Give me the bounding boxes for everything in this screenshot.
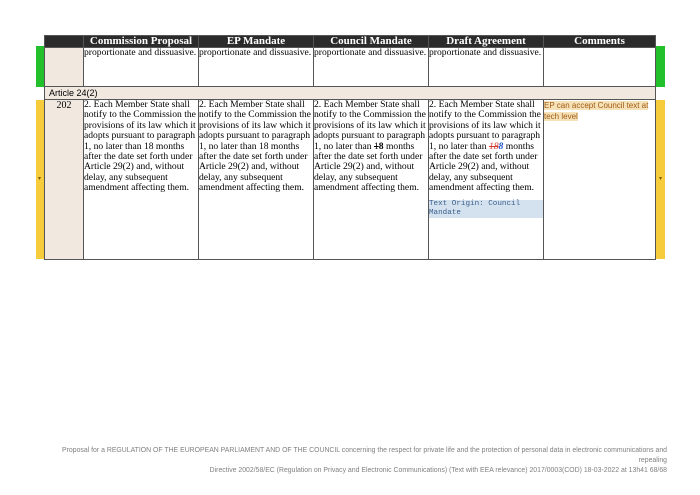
ep-cell: proportionate and dissuasive. (199, 48, 314, 87)
row-number-cell (45, 48, 84, 87)
comments-cell (544, 48, 656, 87)
ep-cell: 2. Each Member State shall notify to the Commission the provisions of its law which it adopts pursuant to paragraph 1, no later than 18 months after the date set forth under Article 29(2) and, without delay, any subsequent amendment affecting them. (199, 100, 314, 260)
footer-line-2: Directive 2002/58/EC (Regulation on Privacy and Electronic Communications) (Text with EEA relevance) 2017/0003(COD) 18-03-2022 at 13h41 68/68 (209, 467, 667, 474)
table-row (45, 48, 656, 87)
draft-text-after: months after the date set forth under Article 29(2) and, without delay, any subsequent amendment affecting them. (429, 140, 538, 194)
draft-text-before: 2. Each Member State shall notify to the Commission the provisions of its law which it adopts pursuant to paragraph 1, no later than (429, 99, 541, 152)
council-struck-digit: 1 (373, 140, 379, 152)
council-cell: proportionate and dissuasive. (314, 48, 429, 87)
header-number (45, 36, 84, 48)
header-draft: Draft Agreement (429, 36, 544, 48)
table-row (45, 100, 656, 260)
section-row (45, 87, 656, 100)
council-bold-digit: 8 (378, 140, 384, 152)
council-cell (314, 100, 429, 260)
section-title: Article 24(2) (45, 87, 656, 100)
footer-line-1: Proposal for a REGULATION OF THE EUROPEAN PARLIAMENT AND OF THE COUNCIL concerning the respect for private life and the protection of personal data in electronic communications and repealing (62, 447, 667, 464)
page-footer (40, 446, 667, 476)
collapse-right-icon[interactable]: ▾ (659, 175, 663, 182)
council-text-before: 2. Each Member State shall notify to the Commission the provisions of its law which it adopts pursuant to paragraph 1, no later than (314, 99, 426, 152)
header-ep: EP Mandate (199, 36, 314, 48)
row-number: 202 (45, 100, 84, 260)
four-column-table (44, 35, 656, 260)
header-commission: Commission Proposal (84, 36, 199, 48)
commission-cell: proportionate and dissuasive. (84, 48, 199, 87)
draft-cell (429, 100, 544, 260)
comment-note: EP can accept Council text at tech level (544, 101, 649, 122)
table-header-row (45, 36, 656, 48)
text-origin-label: Text Origin: Council Mandate (429, 200, 543, 218)
header-council: Council Mandate (314, 36, 429, 48)
commission-cell: 2. Each Member State shall notify to the Commission the provisions of its law which it adopts pursuant to paragraph 1, no later than 18 months after the date set forth under Article 29(2) and, without delay, any subsequent amendment affecting them. (84, 100, 199, 260)
change-marker-green-left (36, 46, 44, 87)
draft-inserted-text: 8 (498, 140, 504, 152)
change-marker-green-right (656, 46, 665, 87)
draft-deleted-text: 18 (488, 140, 499, 152)
council-text-after: months after the date set forth under Article 29(2) and, without delay, any subsequent amendment affecting them. (314, 140, 423, 194)
header-comments: Comments (544, 36, 656, 48)
draft-cell: proportionate and dissuasive. (429, 48, 544, 87)
collapse-left-icon[interactable]: ▾ (38, 175, 42, 182)
comments-cell (544, 100, 656, 260)
